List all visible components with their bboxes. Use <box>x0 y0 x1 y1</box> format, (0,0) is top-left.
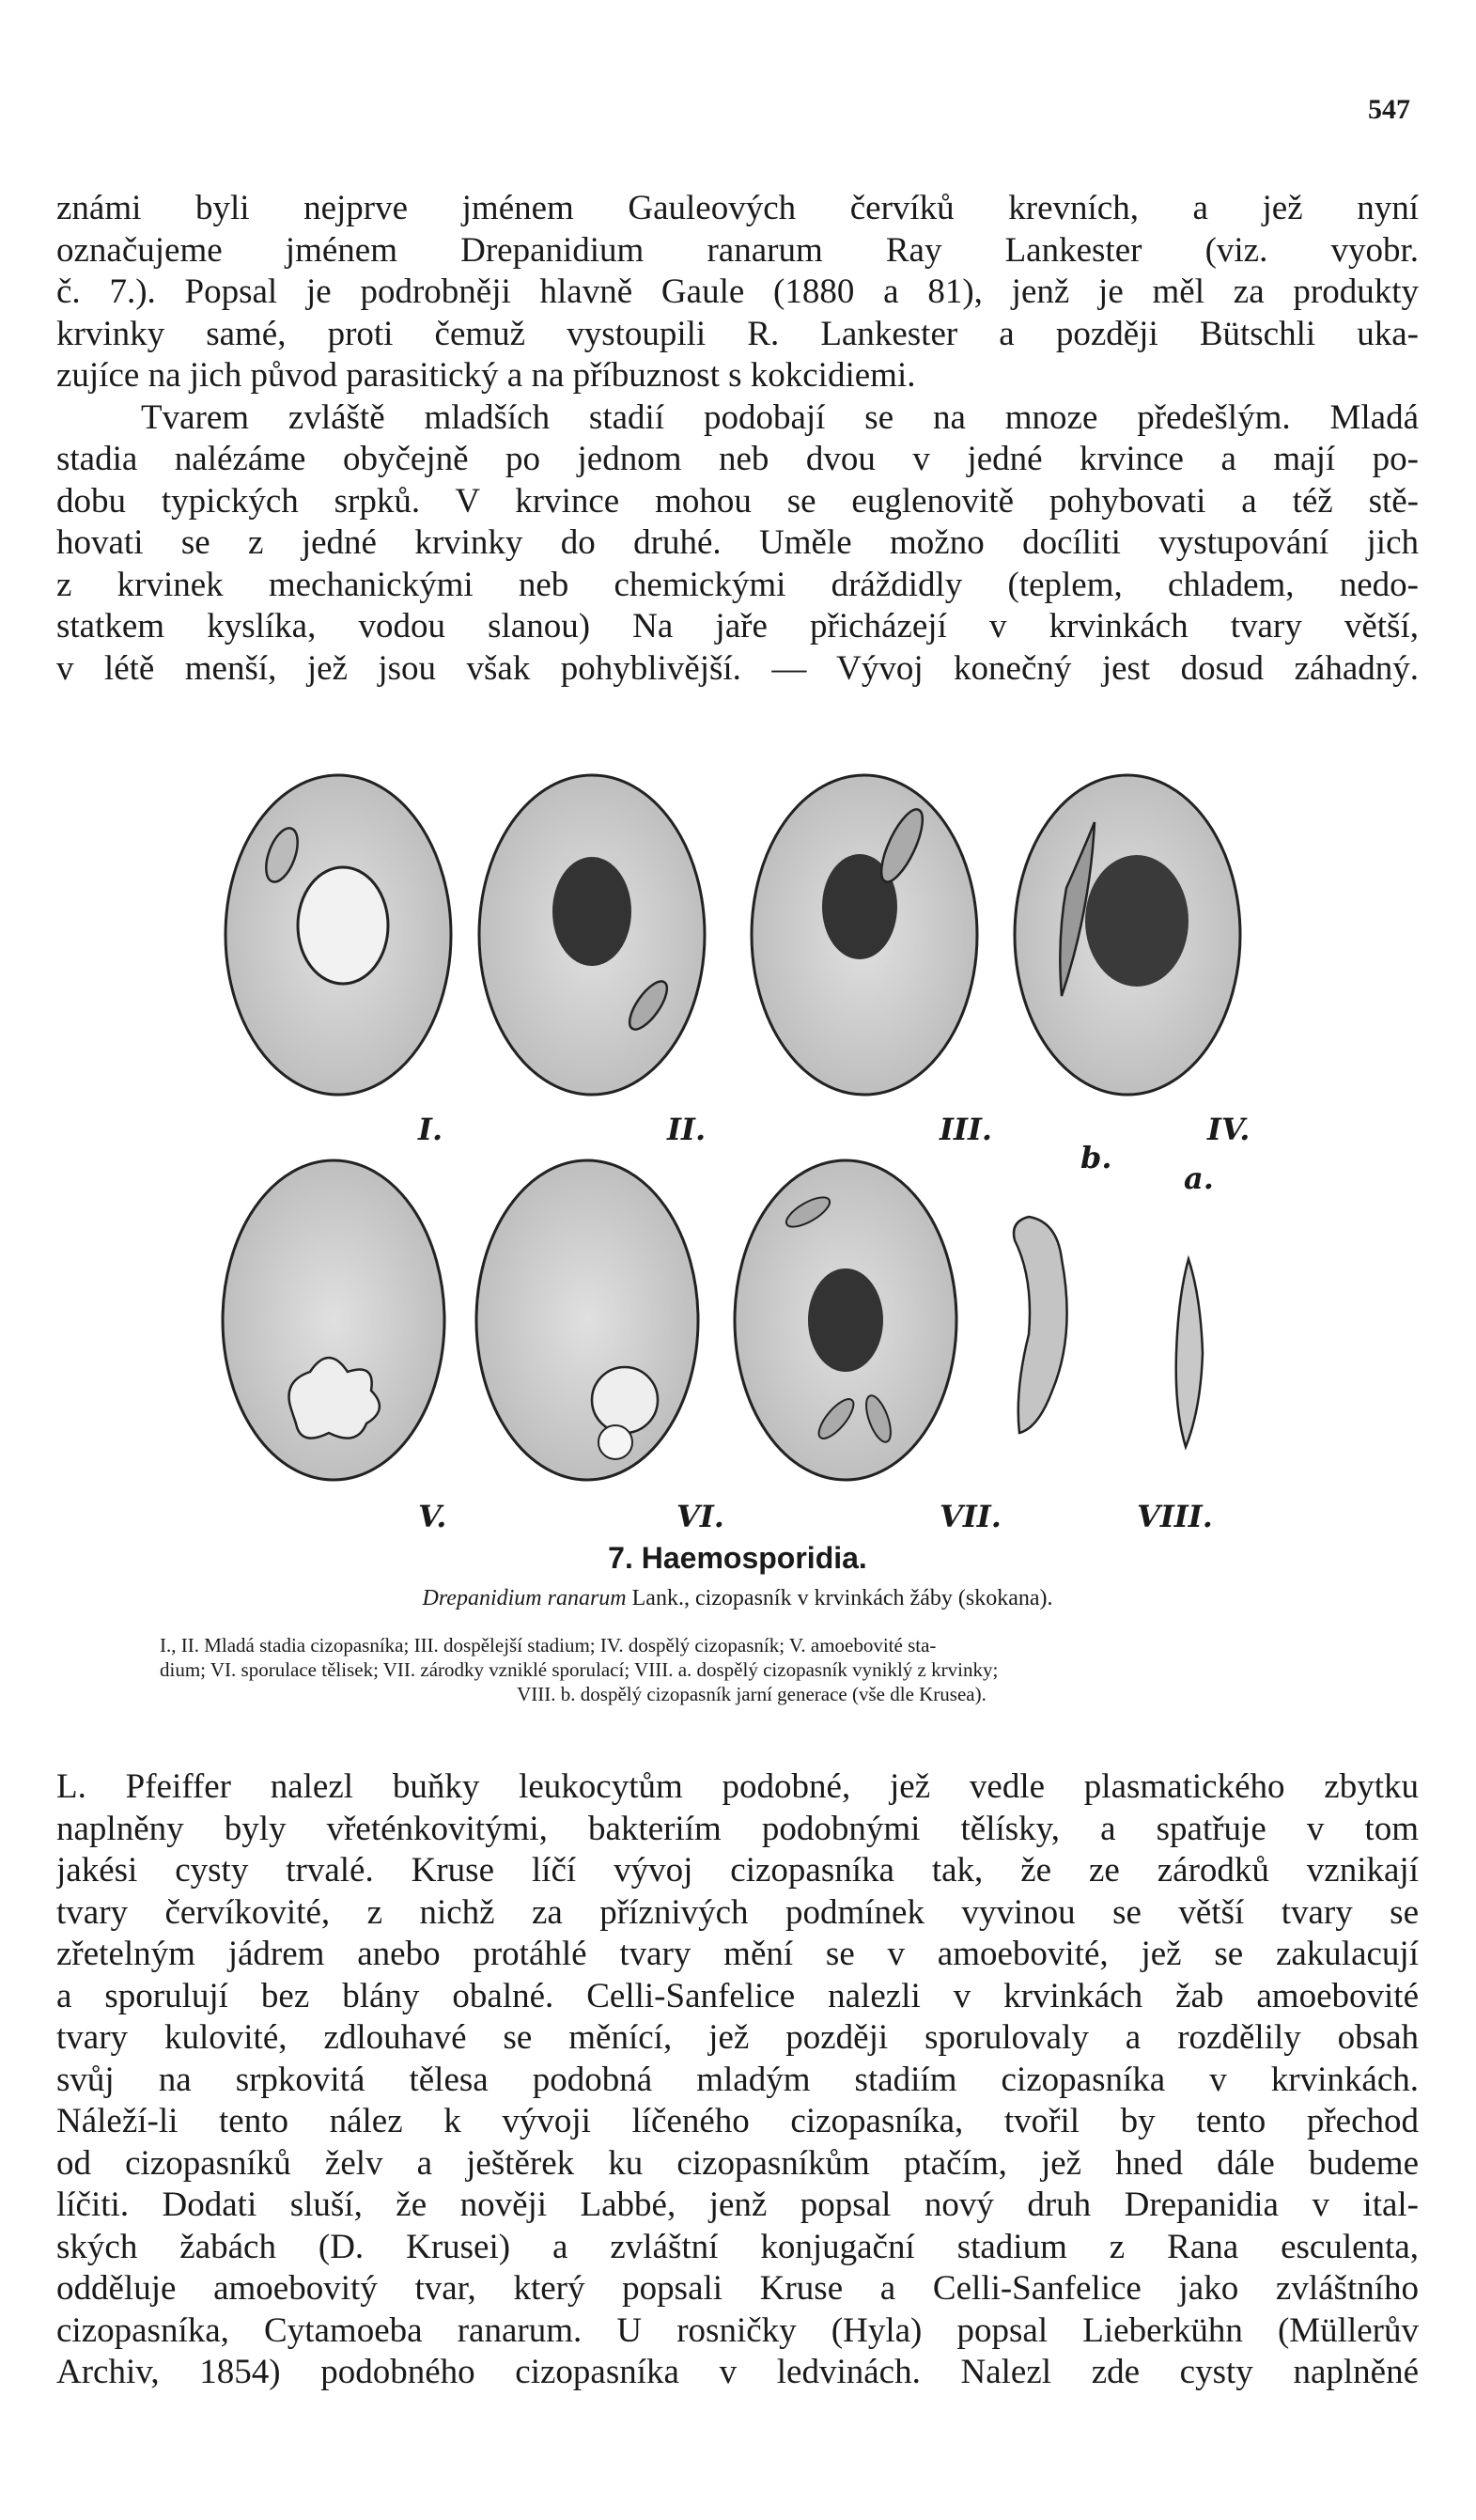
figure-illustration <box>188 733 1315 1597</box>
text-line: odděluje amoebovitý tvar, který popsali Kruse a Celli-Sanfelice jako zvláštního <box>56 2269 1419 2308</box>
text-line: známi byli nejprve jménem Gauleových červíků krevních, a jež nyní <box>56 189 1419 227</box>
figure-label-I: I. <box>418 1112 443 1147</box>
figure-label-VII: VII. <box>940 1499 1002 1534</box>
figure-label-II: II. <box>667 1112 707 1147</box>
text-line: svůj na srpkovitá tělesa podobná mladým stadiím cizopasníka v krvinkách. <box>56 2060 1419 2099</box>
species-name: Drepanidium ranarum <box>422 1586 627 1610</box>
cell-IV <box>1015 775 1240 1095</box>
text-line: dobu typických srpků. V krvince mohou se euglenovitě pohybovati a též stě- <box>56 481 1419 521</box>
figure-label-b: b. <box>1080 1140 1112 1175</box>
cell-I <box>225 775 451 1095</box>
text-line: zujíce na jich původ parasitický a na příbuznost s kokcidiemi. <box>56 356 916 395</box>
text-line: jakési cysty trvalé. Kruse líčí vývoj cizopasníka tak, že ze zárodků vznikají <box>56 1851 1419 1890</box>
text-line: cizopasníka, Cytamoeba ranarum. U rosničky (Hyla) popsal Lieberkühn (Müllerův <box>56 2310 1419 2350</box>
figure-label-a: a. <box>1184 1160 1214 1196</box>
text-line: Archiv, 1854) podobného cizopasníka v ledvinách. Nalezl zde cysty naplněné <box>56 2353 1419 2391</box>
text-line: stadia nalézáme obyčejně po jednom neb dvou v jedné krvince a mají po- <box>56 440 1419 478</box>
text-line: ských žabách (D. Krusei) a zvláštní konjugační stadium z Rana esculenta, <box>56 2227 1419 2266</box>
cell-VII <box>735 1160 956 1480</box>
text-line: tvary kulovité, zdlouhavé se měnící, jež později sporulovaly a rozdělily obsah <box>56 2018 1419 2057</box>
cell-III <box>752 775 977 1095</box>
caption-rest: Lank., cizopasník v krvinkách žáby (skokana). <box>626 1586 1053 1610</box>
figure-caption-subtitle <box>56 1586 1419 1611</box>
text-line: statkem kyslíka, vodou slanou) Na jaře přicházejí v krvinkách tvary větší, <box>56 607 1419 646</box>
cell-II <box>479 775 705 1095</box>
text-line: č. 7.). Popsal je podrobněji hlavně Gaule (1880 a 81), jenž je měl za produkty <box>56 272 1419 311</box>
text-line: a sporulují bez blány obalné. Celli-Sanfelice nalezli v krvinkách žab amoebovité <box>56 1976 1419 2015</box>
text-line: tvary červíkovité, z nichž za příznivých podmínek vyvinou se větší tvary se <box>56 1892 1419 1932</box>
parasite-VIII-a <box>1176 1259 1203 1447</box>
text-line: naplněny byly vřeténkovitými, bakteriím podobnými tělísky, a spatřuje v tom <box>56 1809 1419 1848</box>
text-line: krvinky samé, proti čemuž vystoupili R. Lankester a později Bütschli uka- <box>56 314 1419 353</box>
legend-line: dium; VI. sporulace tělisek; VII. zárodky vzniklé sporulací; VIII. a. dospělý cizopasník vyniklý z krvinky; <box>160 1658 999 1681</box>
figure-caption-title: 7. Haemosporidia. <box>608 1541 867 1575</box>
figure-label-VIII: VIII. <box>1137 1499 1213 1534</box>
legend-line: I., II. Mladá stadia cizopasníka; III. dospělejší stadium; IV. dospělý cizopasník; V. amoebovité sta- <box>160 1634 937 1657</box>
text-line: hovati se z jedné krvinky do druhé. Uměle možno docíliti vystupování jich <box>56 523 1419 562</box>
figure-label-III: III. <box>940 1112 993 1147</box>
legend-line: VIII. b. dospělý cizopasník jarní generace (vše dle Krusea). <box>517 1683 987 1705</box>
text-line: v létě menší, jež jsou však pohyblivější. — Vývoj konečný jest dosud záhadný. <box>56 648 1419 688</box>
cell-V <box>223 1160 444 1480</box>
text-line: líčiti. Dodati sluší, že nověji Labbé, jenž popsal nový druh Drepanidia v ital- <box>56 2186 1419 2224</box>
text-line: označujeme jménem Drepanidium ranarum Ray Lankester (viz. vyobr. <box>56 230 1419 270</box>
figure-label-V: V. <box>418 1499 447 1534</box>
bottom-paragraph <box>56 1766 1419 2394</box>
text-line: od cizopasníků želv a ještěrek ku cizopasníkům ptačím, jež hned dále budeme <box>56 2143 1419 2183</box>
text-line: Náleží-li tento nález k vývoji líčeného cizopasníka, tvořil by tento přechod <box>56 2102 1419 2140</box>
text-line: L. Pfeiffer nalezl buňky leukocytům podobné, jež vedle plasmatického zbytku <box>56 1767 1419 1806</box>
figure-legend <box>160 1633 1344 1706</box>
text-line: Tvarem zvláště mladších stadií podobají se na mnoze předešlým. Mladá <box>141 397 1419 437</box>
text-line: zřetelným jádrem anebo protáhlé tvary mění se v amoebovité, jež se zakulacují <box>56 1935 1419 1973</box>
page-number: 547 <box>1368 94 1410 125</box>
top-paragraph <box>56 188 1419 690</box>
text-line: z krvinek mechanickými neb chemickými dráždidly (teplem, chladem, nedo- <box>56 565 1419 604</box>
figure-haemosporidia <box>188 733 1315 1597</box>
parasite-VIII-b <box>1014 1217 1067 1433</box>
figure-label-VI: VI. <box>676 1499 724 1534</box>
cell-VI <box>476 1160 698 1480</box>
figure-label-IV: IV. <box>1207 1112 1251 1147</box>
